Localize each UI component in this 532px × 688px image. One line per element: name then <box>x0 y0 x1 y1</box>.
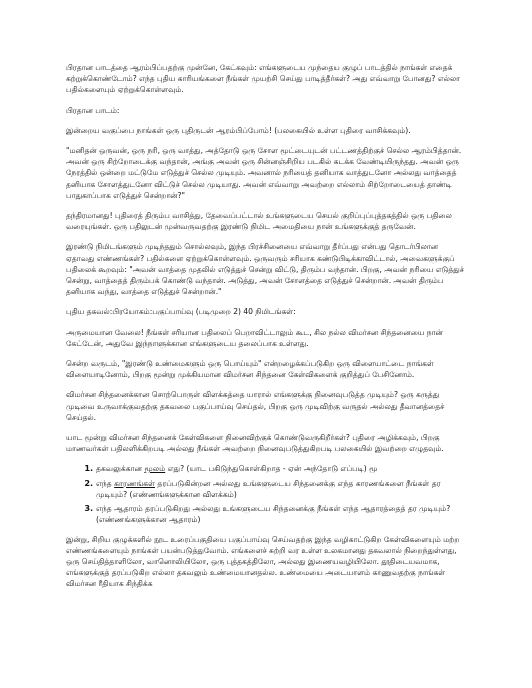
critical-thinking-intro: அருமையான வேலை! நீங்கள் சரியான பதிலைப் பெறாவிட்டாலும் கூட, சில நல்ல விமர்சன சிந்தனையை நான் கேட்டேன், அதுவே இந்நாளுக்கான எங்களுடைய தலைப்பாக உள்ளது. <box>66 327 443 348</box>
main-lesson-heading: பிரதான பாடம்: <box>66 105 120 115</box>
three-questions-paragraph: யாட மூன்று விமர்சன சிந்தனைக் கேள்விகளை நினைவிற்குக் கொண்டுவருகிறீர்கள்? புதிரை அழிக்கவும், பிறகு மாணவர்கள் பதிலளிக்கிறபடி அல்லது நீங்கள் அவற்றை நினைவுபடுத்துகிறபடி பலகையில் இவற்றை எழுதவும். <box>66 433 444 454</box>
puzzle-instruction: தந்திரமானது! புதிரைத் திரும்ப வாசித்து, தேவைப்பட்டால் உங்களுடைய செயல் குறிப்புப்புத்தகத்தில் ஒரு பதிலை வரையுங்கள். ஒரு பதிலுடன் முன்வருவதற்கு இரண்டு நிமிட அமைதியை நான் உங்களுக்குத் தருவேன். <box>66 211 452 232</box>
list-item-text: எந்த <box>96 478 115 488</box>
list-item-text: எந்த ஆதாரம் தரப்படுகிறது அல்லது உங்களுடைய சிந்தனைக்கு நீங்கள் எந்த ஆதாரத்தைத் தர முடியும்? (எண்ணங்களுக்கான ஆதாரம்) <box>96 504 451 525</box>
list-item-underlined: காரணங்கள் <box>114 478 155 488</box>
list-item-text: எது? (யாட பகிடுந்துகொள்கிறாத - ஏன் அந்தோடு எப்படி) மூ <box>165 464 378 474</box>
list-item-underlined: மூலம் <box>144 464 166 474</box>
list-item <box>96 478 466 500</box>
new-info-heading: புதிய தகவல்:பிரயோகம்:பகுப்பாய்வு (படிமுறை 2) 40 நிமிடங்கள்: <box>66 307 296 317</box>
critical-questions-list <box>66 463 466 525</box>
list-item-text: தரப்படுகின்றன அல்லது உங்களுடைய சிந்தனைக்கு எந்த காரணங்களை நீங்கள் தர முடியும்? (எண்ணங்களுக்கான விளக்கம்) <box>96 478 441 499</box>
definition-paragraph: விமர்சன சிந்தனைக்கான சொற்பொருள் விளக்கத்தை யாரால் எங்களுக்கு நினைவுபடுத்த முடியும்? ஒரு கருத்து முடிவை உருவாக்குவதற்கு தகவலை பகுப்பாய்வு செய்தல், பிறகு ஒரு முடிவிற்கு வருதல் அல்லது தீவானத்தைச் செய்தல். <box>66 390 445 422</box>
intro-paragraph: பிரதான பாடத்தை ஆரம்பிப்பதற்கு முன்னே, கேட்கவும்: எங்களுடைய முந்தைய குழுப் பாடத்தில் நாங்கள் எதைக் கற்றுக்கொண்டோம்? எந்த புதிய காரியங்களை நீங்கள் முயற்சி செய்து பாடித்தீர்கள்? அது எவ்வாறு போனது? எல்லா பதில்களையும் ஏற்றுக்கொள்ளவும். <box>66 63 461 95</box>
last-year-recap: சென்ற வருடம், "இரண்டு உண்மைகளும் ஒரு பொய்யும்" என்றழைக்கப்படுகிற ஒரு விளையாட்டை நாங்கள் விளையாடினோம், பிறகு மூன்று முக்கியமான விமர்சன சிந்தனை கேள்விகளைக் குறித்துப் பேசினோம். <box>66 359 434 380</box>
puzzle-text: "மனிதன் ஒருவன், ஒரு நரி, ஒரு வாத்து, அத்தோடு ஒரு சோள மூட்டையுடன் பட்டணத்திற்குச் செல்ல ஆரம்பித்தான். அவன் ஒரு சிற்றோடைக்கு வந்தான், அங்கு அவன் ஒரு சின்னஞ்சிறிய படகில் கடக்க வேண்டியிருந்தது. அவன் ஒரு நேரத்தில் ஒன்றை மட்டுமே எடுத்துச் செல்ல முடியும். அவனால் நரியைத் தனியாக வாத்துடனோ அல்லது வாத்தைத் தனியாக சோளத்துடனோ விட்டுச் செல்ல முடியாது. அவன் எவ்வாறு அவற்றை எல்லாம் சிற்றோடையைத் தாண்டி பாதுகாப்பாக எடுத்துச் சென்றான்?" <box>66 146 462 200</box>
list-item <box>96 463 466 474</box>
list-item-text: தகவலுக்கான <box>96 464 145 474</box>
analysis-paragraph: இன்று, சிறிய குழுக்களில் நூட உரைப்பகுதியை பகுப்பாய்வு செய்வதற்கு இந்த வழிகாட்டுகிற கேள்விகளையும் மற்ற எண்ணங்களையும் நாங்கள் பயன்படுத்துவோம். எங்களைச் சுற்றி வர உள்ள உலகமானது தகவலால் நிறைந்துள்ளது, ஒரு செய்தித்தாளிலோ, வானொலியிலோ, ஒரு புத்தகத்திலோ, அல்லது இணையவழியிலோ. தூதிடையவமாக, எங்களுக்குத் தரப்படுகிற எல்லா தகவலும் உண்மையானதல்ல. உண்மையை அடையாளம் காணுவதற்கு நாங்கள் விமர்சன ரீதியாக சிந்திக்க <box>66 534 460 589</box>
list-item <box>96 503 466 525</box>
puzzle-intro: இன்றைய வகுப்பை நாங்கள் ஒரு புதிருடன் ஆரம்பிப்போம்! (பலகையில் உள்ள புதிரை வாசிக்கவும்). <box>66 125 411 135</box>
puzzle-answer: இரண்டு நிமிடங்களும் முடிந்ததும் சொல்லவும், இந்த பிரச்சினையை எவ்வாறு தீர்ப்பது என்பது தொடர்பிலான ஏதாவது எண்ணங்கள்? பதில்களை ஏற்றுக்கொள்ளவும். ஒருவரும் சரியாக கண்டுபிடிக்காவிட்டால், அவைகளுக்குப் பதிலைக் கூறவும்: "அவன் வாத்தை முதலில் எடுத்துச் சென்று விட்டு, திரும்ப வந்தான். பிறகு, அவன் நரியை எடுத்துச் சென்று, வாத்தைத் திரும்பக் கொண்டு வந்தான். அடுத்து, அவன் சோளத்தை எடுத்துச் சென்றான். அவன் திரும்ப தனியாக வந்து, வாத்தை எடுத்துச் சென்றான்." <box>66 242 464 297</box>
